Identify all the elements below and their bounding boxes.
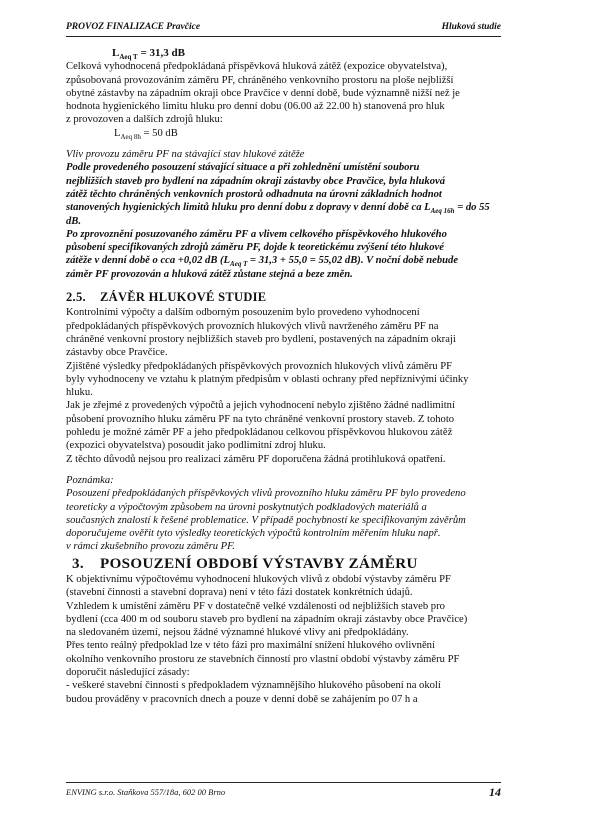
- text-line: Kontrolními výpočty a dalším odborným posouzením bylo provedeno vyhodnocení: [66, 307, 420, 319]
- section-heading-3: [66, 555, 504, 572]
- paragraph-note: [66, 487, 504, 553]
- equation-laeq-8h: $L_{Aeq 8h} = 50$ dB: [114, 127, 178, 141]
- text-line: působení provozního hluku záměru PF na tyto chráněné venkovní prostory staveb. Z tohoto: [66, 413, 455, 425]
- text-line: z provozoven a dalších zdrojů hluku:: [66, 114, 223, 126]
- paragraph-construction: [66, 573, 504, 706]
- text-line: Jak je zřejmé z provedených výpočtů a jejich vyhodnocení nebylo zjištěno žádné nadlimitní: [66, 400, 455, 412]
- note-title: Poznámka:: [66, 474, 114, 486]
- text-line: Po zprovoznění posuzovaného záměru PF a vlivem celkového příspěvkového hlukového: [66, 228, 447, 240]
- paragraph-noise-load: [66, 60, 504, 126]
- text-line: (stavební činnosti a stavební doprava) není v této fázi dostatek konkrétních údajů.: [66, 587, 413, 599]
- paragraph-vliv: [66, 161, 504, 281]
- section-number: 3.: [72, 555, 85, 572]
- text-line: Zjištěné výsledky předpokládaných příspěvkových provozních hlukových vlivů záměru PF: [66, 360, 452, 372]
- equation-laeq-t: $L_{Aeq T} = 31,3$ dB: [112, 47, 185, 62]
- text-line: zástavby obce Pravčice.: [66, 347, 168, 359]
- text-line: stanovených hygienických limitů hluku pro denní dobu z dopravy v denní době ca $L_{Aeq 16h}$ = do 55: [66, 202, 490, 216]
- page-number: 14: [489, 785, 501, 799]
- text-line: zátěže v denní době o cca +0,02 dB ($L_{Aeq T} = 31,3 + 55,0 = 55,02$ dB). V noční době nebude: [66, 255, 459, 269]
- footer-company-address: ENVING s.r.o. Staňkova 557/18a, 602 00 Brno: [66, 787, 226, 797]
- text-line: byly vyhodnoceny ve vztahu k platným předpisům v oblasti ochrany před nepříznivými účinky: [66, 373, 469, 385]
- text-line: dB.: [66, 215, 82, 227]
- text-line: K objektivnímu výpočtovému vyhodnocení hlukových vlivů z období výstavby záměru PF: [66, 573, 451, 585]
- text-line: nejbližších staveb pro bydlení na západním okraji zástavby obce Pravčice, byla hluková: [66, 175, 445, 187]
- subsection-title-vliv: Vliv provozu záměru PF na stávající stav hlukové zátěže: [66, 149, 305, 161]
- text-line: zátěž těchto chráněných venkovních prostorů odhadnuta na úrovni základních hodnot: [66, 188, 442, 200]
- header-document-type: Hluková studie: [441, 22, 501, 32]
- section-title: ZÁVĚR HLUKOVÉ STUDIE: [100, 290, 267, 305]
- text-line: předpokládaných příspěvkových provozních hlukových vlivů navrženého záměru PF na: [66, 320, 439, 332]
- text-line: současných znalostí k řešené problematice. V případě pochybností ke specifikovaným závěrům: [66, 514, 466, 526]
- section-heading-2-5: [66, 291, 504, 304]
- text-line: budou prováděny v pracovních dnech a pouze v denní době se zahájením po 07 h a: [66, 693, 418, 705]
- text-line: Z těchto důvodů nejsou pro realizaci záměru PF doporučena žádná protihluková opatření.: [66, 453, 446, 465]
- text-line: způsobovaná provozováním záměru PF, chráněného venkovního prostoru na ploše nejbližší: [66, 74, 454, 86]
- text-line: Posouzení předpokládaných příspěvkových vlivů provozního hluku záměru PF bylo provedeno: [66, 488, 466, 500]
- paragraph-conclusion: [66, 306, 504, 466]
- text-line: - veškeré stavební činnosti s předpokladem významnějšího hlukového působení na okolí: [66, 680, 441, 692]
- text-line: na sledovaném území, nejsou žádné významné hlukové vlivy ani předpokládány.: [66, 627, 409, 639]
- text-line: bydlení (cca 400 m od souboru staveb pro bydlení na západním okraji zástavby obce Pravčice): [66, 613, 468, 625]
- text-line: (expozici obyvatelstva) posoudit jako podlimitní zdroj hluku.: [66, 440, 326, 452]
- text-line: pohledu je možné záměr PF a jeho předpokládanou celkovou příspěvkovou hlukovou zátěž: [66, 427, 453, 439]
- text-line: Vzhledem k umístění záměru PF v dostatečně velké vzdálenosti od nejbližších staveb pro: [66, 600, 445, 612]
- text-line: Celková vyhodnocená předpokládaná příspěvková hluková zátěž (expozice obyvatelstva),: [66, 61, 448, 73]
- text-line: hodnota hygienického limitu hluku pro denní dobu (06.00 až 22.00 h) stanovená pro hluk: [66, 101, 445, 113]
- header-project-title: PROVOZ FINALIZACE Pravčice: [66, 22, 201, 32]
- text-line: Podle provedeného posouzení stávající situace a při zohlednění umístění souboru: [66, 162, 420, 174]
- text-line: chráněné venkovní prostory nejbližších staveb pro bydlení, postavených na západním okraji: [66, 333, 456, 345]
- text-line: hluku.: [66, 387, 93, 399]
- text-line: v rámci zkušebního provozu záměru PF.: [66, 541, 235, 553]
- text-line: doporučit následující zásady:: [66, 667, 190, 679]
- page-footer: [66, 782, 501, 803]
- text-line: záměr PF provozován a hluková zátěž zůstane stejná a beze změn.: [66, 268, 353, 280]
- section-number: 2.5.: [66, 290, 86, 305]
- text-line: teoreticky a výpočtovým způsobem na úrovni poskytnutých podkladových materiálů a: [66, 501, 427, 513]
- page-header: [66, 20, 501, 37]
- text-line: Přes tento reálný předpoklad lze v této fázi pro maximální snížení hlukového ovlivnění: [66, 640, 435, 652]
- text-line: působení specifikovaných zdrojů záměru PF, dojde k teoretickému zvýšení této hlukové: [66, 242, 444, 254]
- page-body: [66, 47, 504, 706]
- text-line: okolního venkovního prostoru ze stavebních činností pro vlastní období výstavby záměru PF: [66, 653, 460, 665]
- text-line: obytné zástavby na západním okraji obce Pravčice v denní době, bude významně nižší než je: [66, 87, 460, 99]
- section-title: POSOUZENÍ OBDOBÍ VÝSTAVBY ZÁMĚRU: [100, 555, 418, 572]
- text-line: doporučujeme ověřit tyto výsledky teoretických výpočtů kontrolním měřením hluku např.: [66, 528, 441, 540]
